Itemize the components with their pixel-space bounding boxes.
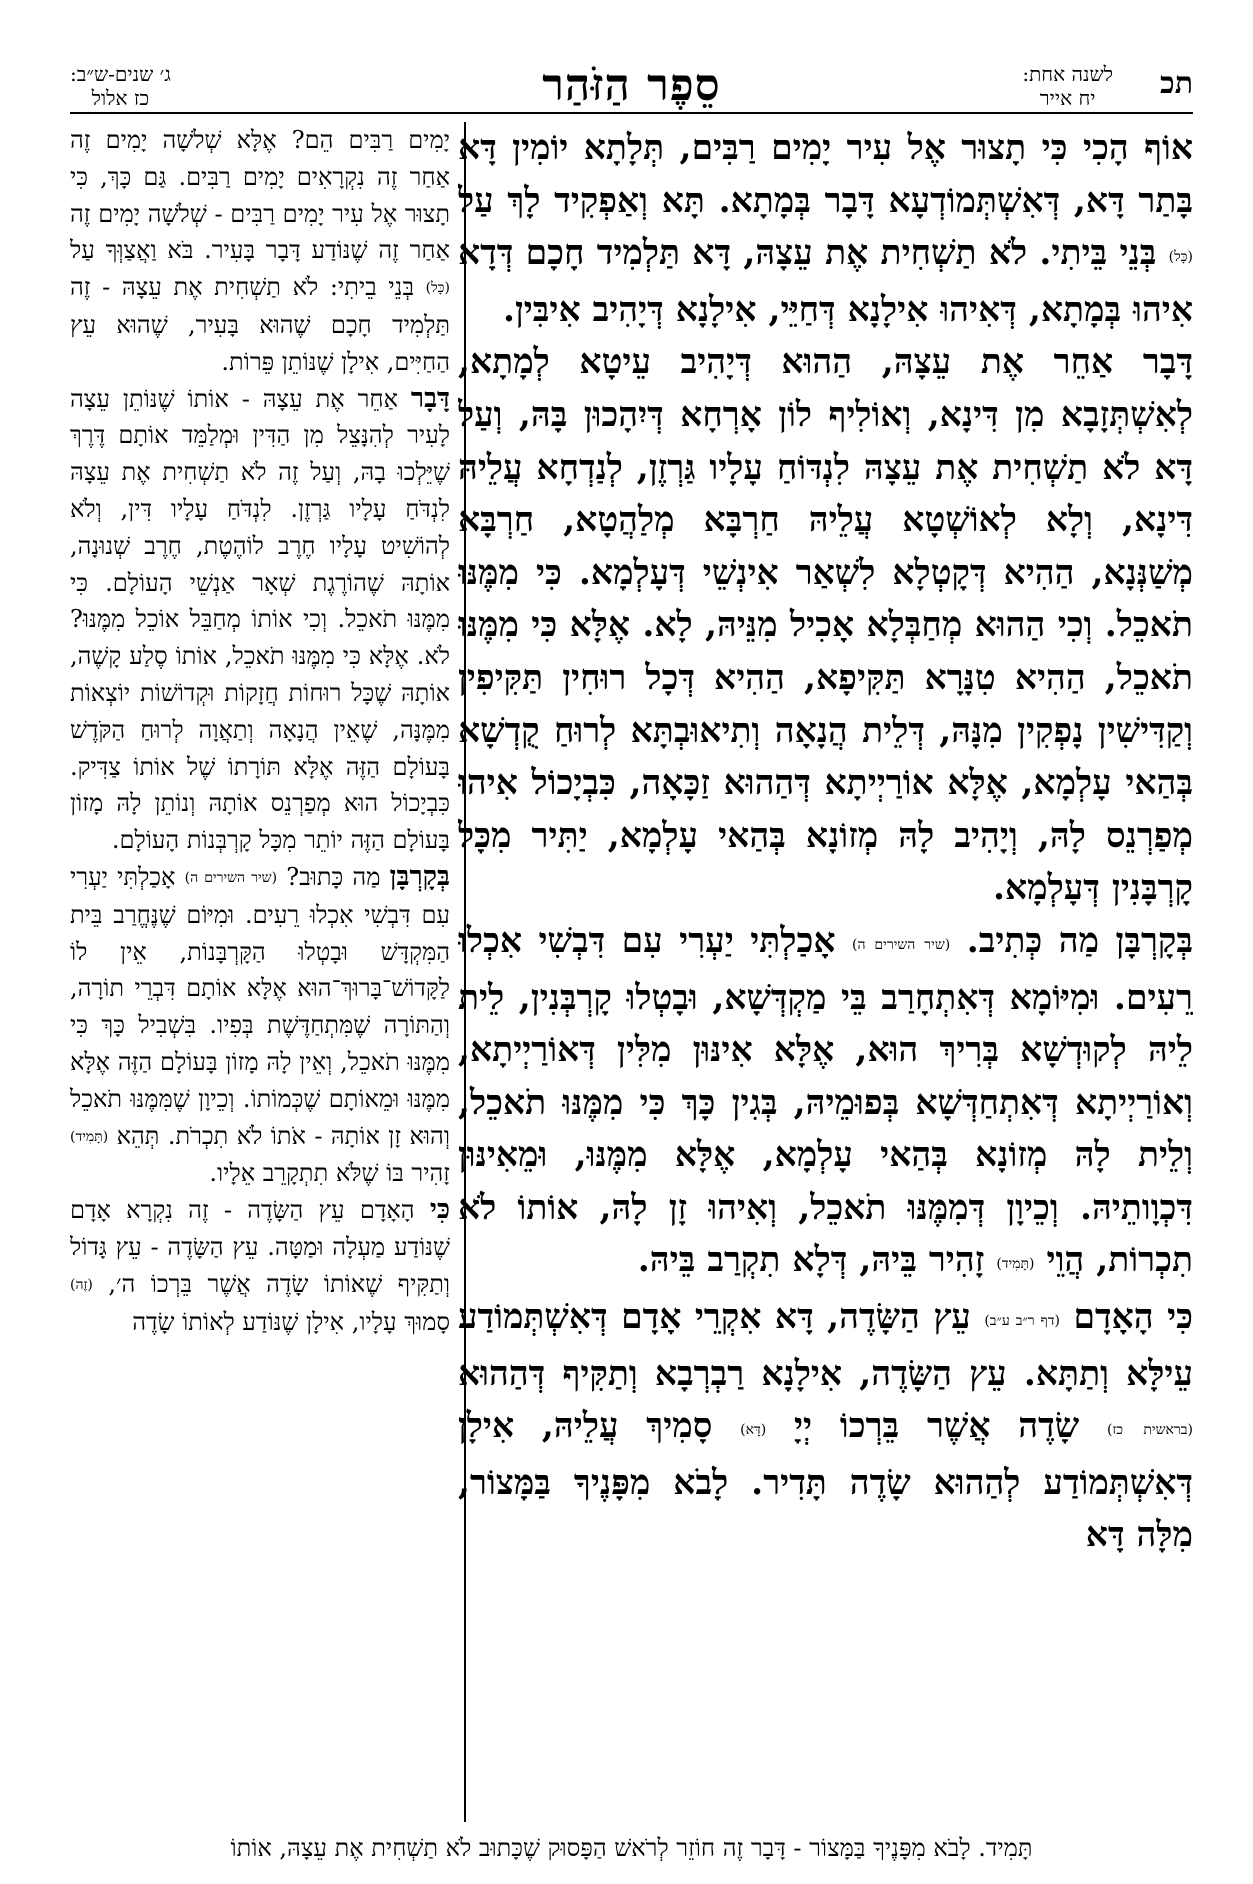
main-paragraph-3	[458, 915, 1193, 1291]
commentary-paragraph-1	[70, 122, 450, 381]
main-p4-quote: שָׂדֶה אֲשֶׁר בֵּרְכוֹ יְיָ	[794, 1406, 1080, 1447]
main-p3-lead: בְּקָרְבָּן מַה כְּתִיב.	[966, 920, 1193, 961]
header-left-line2: כז אלול	[91, 86, 150, 110]
main-p1b-text: בְּנֵי בֵּיתִי. לֹא תַשְׁחִית אֶת עֵצָהּ, דָּא תַּלְמִיד חָכָם דְּדָא אִיהוּ בְּמָתָא, דְּאִיהוּ אִילָנָא דְּחַיֵּי, אִילָנָא דְּיָהִיב אִיבִּין.	[458, 233, 1193, 330]
comm-c3-c: זָהִיר בּוֹ שֶׁלֹּא תִתְקָרֵב אֵלָיו.	[209, 1159, 450, 1188]
main-p4-text: עֵץ הַשָּׂדֶה, דָּא אִקְרֵי אָדָם דְּאִשְׁתְּמוֹדַע עֵילָּא וְתַתָּא. עֵץ הַשָּׂדֶה, אִילָנָא רַבְרְבָא וְתַקִּיף דְּהַהוּא	[458, 1297, 1193, 1394]
main-p3-text: אָכַלְתִּי יַעְרִי עִם דִּבְשִׁי אִכְלוּ רֵעִים. וּמִיּוֹמָא דְּאִתְחָרַב בֵּי מַקְדְּשָׁא, וּבָטְלוּ קָרְבְּנִין, לֵית לֵיהּ לְקוּדְשָׁא בְּרִיךְ הוּא, אֶלָּא אִינּוּן מִלִּין דְּאוֹרַיְיתָא, וְאוֹרַיְיתָא דְּאִתְחַדְּשָׁא בְּפוּמֵיהּ, בְּגִין כָּךְ כִּי מִמֶּנּוּ תֹאכֵל, וְלֵית לָהּ מְזוֹנָא בְּהַאי עָלְמָא, אֶלָּא מִמֶּנּוּ, וּמֵאִינּוּן דִּכְוָותֵיהּ. וְכֵיוָן דְּמִמֶּנּוּ תֹאכֵל, וְאִיהוּ זָן לָהּ, אוֹתוֹ לֹא תִכְרוֹת, הֲוֵי	[458, 920, 1193, 1281]
main-paragraph-2: דָּבָר אַחֵר אֶת עֵצָהּ, הַהוּא דְּיָהִיב עֵיטָא לְמָתָא, לְאִשְׁתְּזָבָא מִן דִּינָא, וְאוֹלִיף לוֹן אָרְחָא דְּיִהָכוּן בָּהּ, וְעַל דָּא לֹא תַשְׁחִית אֶת עֵצָהּ לִנְדּוֹחַ עָלָיו גַּרְזֶן, לְנַדְחָא עֲלֵיהּ דִּינָא, וְלָא לְאוֹשְׁטָא עֲלֵיהּ חַרְבָּא מְלַהֲטָא, חַרְבָּא מְשַׁנְּנָא, הַהִיא דְּקָטְלָא לִשְׁאַר אִינְשֵׁי דְּעָלְמָא. כִּי מִמֶּנּוּ תֹאכֵל. וְכִי הַהוּא מְחַבְּלָא אָכִיל מִנֵּיהּ, לָא. אֶלָּא כִּי מִמֶּנּוּ תֹאכֵל, הַהִיא טִנָּרָא תַּקִּיפָא, הַהִיא דְּכָל רוּחִין תַּקִּיפִין וְקַדִּישִׁין נָפְקִין מִנָּהּ, דְּלֵית הֲנָאָה וְתִיאוּבְתָּא לְרוּחַ קֻדְשָׁא בְּהַאי עָלְמָא, אֶלָּא אוֹרַיְיתָא דְּהַהוּא זַכָּאָה, כִּבְיָכוֹל אִיהוּ מְפַרְנֵס לָהּ, וְיָהִיב לָהּ מְזוֹנָא בְּהַאי עָלְמָא, יַתִּיר מִכָּל קָרְבָּנִין דְּעָלְמָא.	[458, 342, 1193, 909]
commentary-paragraph-4	[70, 1192, 450, 1340]
header-rule	[70, 112, 1193, 114]
page-header	[70, 60, 1193, 110]
commentary-paragraph-3	[70, 859, 450, 1192]
comm-c2-text: אַחֵר אֶת עֵצָהּ - אוֹתוֹ שֶׁנּוֹתֵן עֵצָה לָעִיר לְהִנָּצֵל מִן הַדִּין וּמְלַמֵּד אוֹתָם דֶּרֶךְ שֶׁיֵּלְכוּ בָהּ, וְעַל זֶה לֹא תַשְׁחִית אֶת עֵצָהּ לִנְדֹּחַ עָלָיו גַּרְזֶן. לִנְדֹּחַ עָלָיו דִּין, וְלֹא לְהוֹשִׁיט עָלָיו חֶרֶב לוֹהֶטֶת, חֶרֶב שְׁנוּנָה, אוֹתָהּ שֶׁהוֹרֶגֶת שְׁאָר אַנְשֵׁי הָעוֹלָם. כִּי מִמֶּנּוּ תֹאכֵל. וְכִי אוֹתוֹ מְחַבֵּל אוֹכֵל מִמֶּנּוּ? לֹא. אֶלָּא כִּי מִמֶּנּוּ תֹאכֵל, אוֹתוֹ סֶלַע קָשֶׁה, אוֹתָהּ שֶׁכָּל רוּחוֹת חֲזָקוֹת וּקְדוֹשׁוֹת יוֹצְאוֹת מִמֶּנָּה, שֶׁאֵין הֲנָאָה וְתַאֲוָה לְרוּחַ הַקֹּדֶשׁ בָּעוֹלָם הַזֶּה אֶלָּא תּוֹרָתוֹ שֶׁל אוֹתוֹ צַדִּיק. כִּבְיָכוֹל הוּא מְפַרְנֵס אוֹתָהּ וְנוֹתֵן לָהּ מָזוֹן בָּעוֹלָם הַזֶּה יוֹתֵר מִכָּל קָרְבְּנוֹת הָעוֹלָם.	[70, 384, 450, 855]
commentary-column	[70, 122, 450, 1822]
main-p4-end: סָמִיךְ עֲלֵיהּ, אִילָן דְּאִשְׁתְּמוֹדַע לְהַהוּא שָׂדֶה תָּדִיר. לָבֹא מִפָּנֶיךָ בַּמָּצוֹר, מִלָּה דָּא	[458, 1406, 1193, 1556]
comm-c4-a: הָאָדָם עֵץ הַשָּׂדֶה - זֶה נִקְרָא אָדָם שֶׁנּוֹדַע מַעְלָה וּמַטָּה. עֵץ הַשָּׂדֶה - עֵץ גָּדוֹל וְתַקִּיף שֶׁאוֹתוֹ שָׂדֶה אֲשֶׁר בֵּרְכוֹ ה׳,	[70, 1196, 450, 1298]
header-right-line1: לשנה אחת:	[1022, 62, 1113, 86]
comm-c4-lead: כִּי	[429, 1194, 450, 1226]
comm-c1-text: יָמִים רַבִּים הֵם? אֶלָּא שְׁלֹשָׁה יָמִים זֶה אַחַר זֶה נִקְרָאִים יָמִים רַבִּים. גַּם כָּךְ, כִּי תָצוּר אֶל עִיר יָמִים רַבִּים - שְׁלֹשָׁה יָמִים זֶה אַחַר זֶה שֶׁנּוֹדַע דָּבָר בָּעִיר. בֹּא וַאֲצַוְּךָ עַל	[70, 126, 450, 265]
main-paragraph-4	[458, 1291, 1193, 1562]
comm-c3-lead: בְּקָרְבָּן	[389, 860, 450, 892]
main-p1-ref: (כָּל)	[1168, 249, 1193, 266]
page-number: תכ	[1160, 66, 1193, 101]
main-p4-lead: כִּי הָאָדָם	[1073, 1297, 1193, 1338]
main-p1-text: אוֹף הָכִי כִּי תָצוּר אֶל עִיר יָמִים רַבִּים, תְּלָתָא יוֹמִין דָּא בָּתַר דָּא, דְּאִשְׁתְּמוֹדְעָא דָּבָר בְּמָתָא. תָּא וְאַפְקִיד לָךְ עַל	[458, 128, 1193, 221]
comm-c4-ref: (זֶה)	[70, 1276, 93, 1293]
comm-c1-ref: (כָּל)	[425, 280, 450, 297]
main-p4-ref3: (דָּא)	[740, 1422, 767, 1439]
comm-c3-ref2: (תָּמִיד)	[70, 1128, 109, 1145]
header-right-line2: יח אייר	[1039, 86, 1096, 110]
comm-c3-ref: (שיר השירים ה)	[184, 869, 278, 886]
main-text-column	[458, 122, 1193, 1822]
main-paragraph-1	[458, 122, 1193, 336]
main-p4-ref2: (בראשית כז)	[1106, 1422, 1193, 1439]
bottom-continuation-line: תָּמִיד. לָבֹא מִפָּנֶיךָ בַּמָּצוֹר - דָּבָר זֶה חוֹזֵר לְרֹאשׁ הַפָּסוּק שֶׁכָּתוּב לֹא תַשְׁחִית אֶת עֵצָהּ, אוֹתוֹ	[230, 1834, 1033, 1862]
main-p3-ref2: (תָּמִיד)	[996, 1256, 1035, 1273]
header-left-line1: ג׳ שנים-ש״ב:	[70, 62, 171, 86]
book-title: סֵפֶר הַזֹּהַר	[542, 60, 721, 111]
commentary-paragraph-2	[70, 381, 450, 859]
main-p3-end: זָהִיר בֵּיהּ, דְּלָא תִקְרַב בֵּיהּ.	[637, 1240, 985, 1281]
header-left-dates	[70, 62, 171, 110]
comm-c3-a: מַה כָּתוּב?	[286, 862, 381, 891]
main-p3-ref: (שיר השירים ה)	[851, 936, 951, 953]
column-divider	[464, 122, 466, 1822]
main-p4-ref: (דף ר״ב ע״ב)	[984, 1313, 1061, 1330]
comm-c1b-text: בְּנֵי בֵיתִי: לֹא תַשְׁחִית אֶת עֵצָהּ - זֶה תַּלְמִיד חָכָם שֶׁהוּא בָּעִיר, שֶׁהוּא עֵץ הַחַיִּים, אִילָן שֶׁנּוֹתֵן פֵּרוֹת.	[70, 273, 450, 376]
comm-c4-b: סָמוּךְ עָלָיו, אִילָן שֶׁנּוֹדַע לְאוֹתוֹ שָׂדֶה	[132, 1307, 450, 1336]
comm-c3-b: אָכַלְתִּי יַעְרִי עִם דִּבְשִׁי אִכְלוּ רֵעִים. וּמִיּוֹם שֶׁנֶּחֱרַב בֵּית הַמִּקְדָּשׁ וּבָטְלוּ הַקָּרְבָּנוֹת, אֵין לוֹ לַקָּדוֹשׁ־בָּרוּךְ־הוּא אֶלָּא אוֹתָם דִּבְרֵי תוֹרָה, וְהַתּוֹרָה שֶׁמִּתְחַדֶּשֶׁת בְּפִיו. בִּשְׁבִיל כָּךְ כִּי מִמֶּנּוּ תֹאכֵל, וְאֵין לָהּ מָזוֹן בָּעוֹלָם הַזֶּה אֶלָּא מִמֶּנּוּ וּמֵאוֹתָם שֶׁכְּמוֹתוֹ. וְכֵיוָן שֶׁמִּמֶּנּוּ תֹאכֵל וְהוּא זָן אוֹתָהּ - אֹתוֹ לֹא תִכְרֹת. תְּהֵא	[70, 862, 450, 1150]
comm-c2-lead: דָּבָר	[410, 382, 450, 414]
